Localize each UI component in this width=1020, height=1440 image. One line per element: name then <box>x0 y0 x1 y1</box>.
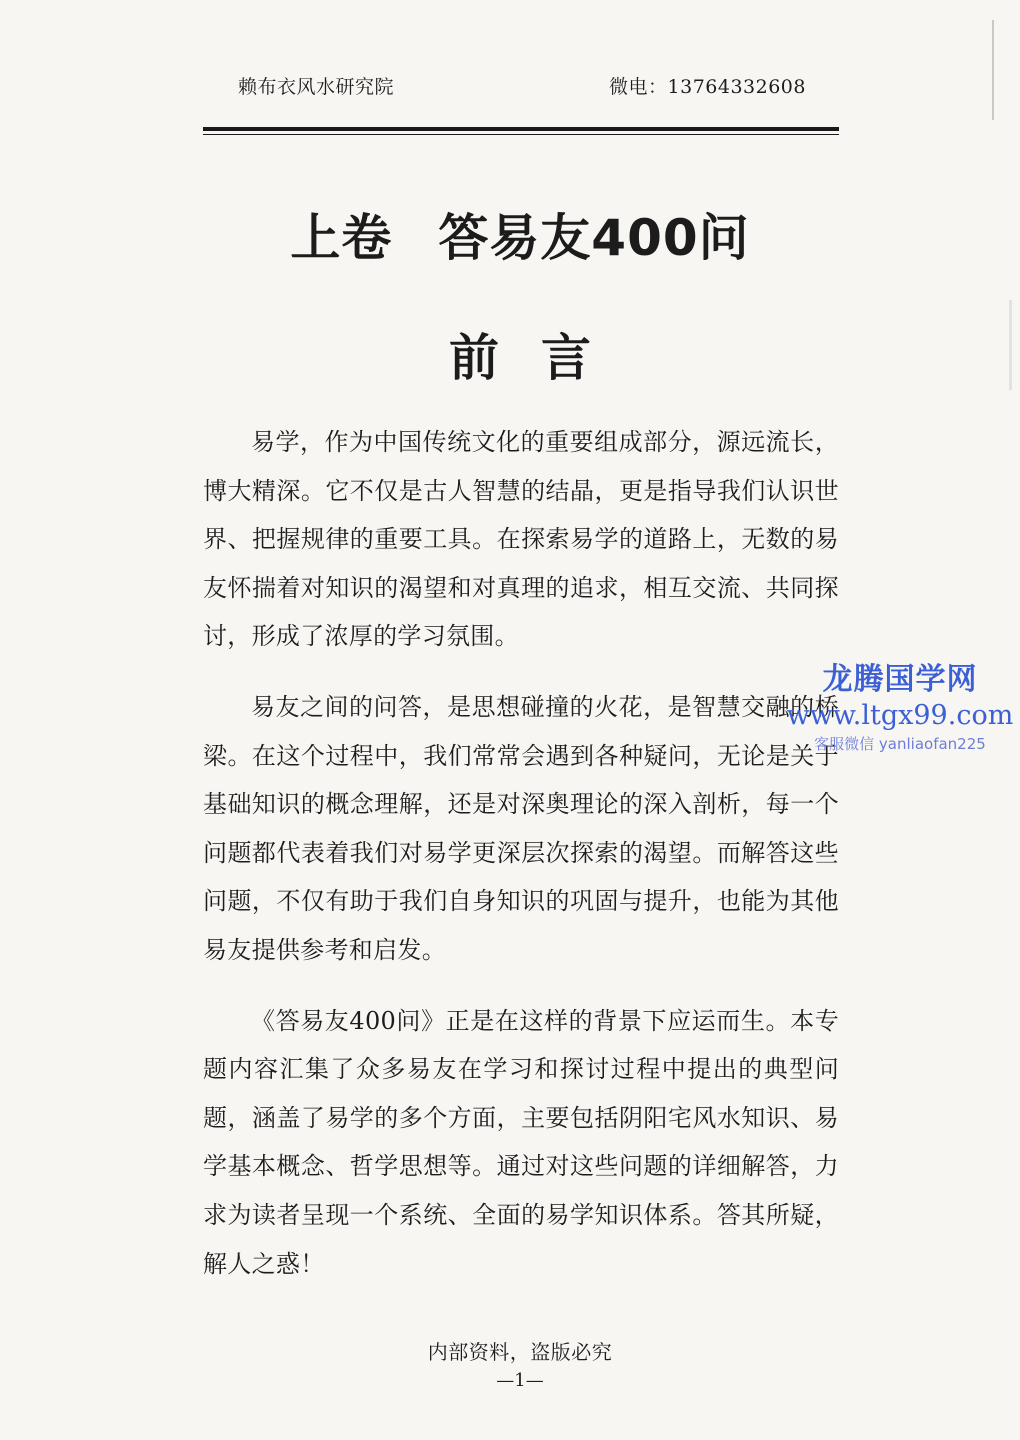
page-header <box>238 72 806 102</box>
section-title-char2: 言 <box>541 329 591 387</box>
watermark <box>780 654 1020 754</box>
watermark-title: 龙腾国学网 <box>822 662 978 697</box>
paragraph: 易学，作为中国传统文化的重要组成部分，源远流长，博大精深。它不仅是古人智慧的结晶，更是指导我们认识世界、把握规律的重要工具。在探索易学的道路上，无数的易友怀揣着对知识的渴望和对真理的追求，相互交流、共同探讨，形成了浓厚的学习氛围。 <box>203 428 839 651</box>
header-rule-thick <box>203 127 839 131</box>
header-organization: 赖布衣风水研究院 <box>238 76 395 98</box>
paragraph: 《答易友400问》正是在这样的背景下应运而生。本专题内容汇集了众多易友在学习和探讨过程中提出的典型问题，涵盖了易学的多个方面，主要包括阴阳宅风水知识、易学基本概念、哲学思想等。通过对这些问题的详细解答，力求为读者呈现一个系统、全面的易学知识体系。答其所疑，解人之惑！ <box>203 1006 839 1278</box>
footer-notice: 内部资料，盗版必究 <box>427 1340 613 1364</box>
watermark-url: www.ltgx99.com <box>786 700 1014 731</box>
page-number: —1— <box>496 1370 544 1391</box>
scan-edge-artifact <box>992 20 994 120</box>
header-contact: 微电：13764332608 <box>609 76 806 98</box>
volume-title-part2: 答易友400问 <box>438 209 750 267</box>
preface-body <box>203 418 839 1310</box>
section-title <box>0 318 1020 390</box>
section-title-char1: 前 <box>449 329 499 387</box>
paragraph: 易友之间的问答，是思想碰撞的火花，是智慧交融的桥梁。在这个过程中，我们常常会遇到各种疑问，无论是关于基础知识的概念理解，还是对深奥理论的深入剖析，每一个问题都代表着我们对易学更深层次探索的渴望。而解答这些问题，不仅有助于我们自身知识的巩固与提升，也能为其他易友提供参考和启发。 <box>203 692 839 964</box>
volume-title-part1: 上卷 <box>290 209 393 267</box>
header-rule-thin <box>203 134 839 135</box>
watermark-contact: 客服微信 yanliaofan225 <box>814 735 986 753</box>
volume-title <box>0 198 1020 270</box>
